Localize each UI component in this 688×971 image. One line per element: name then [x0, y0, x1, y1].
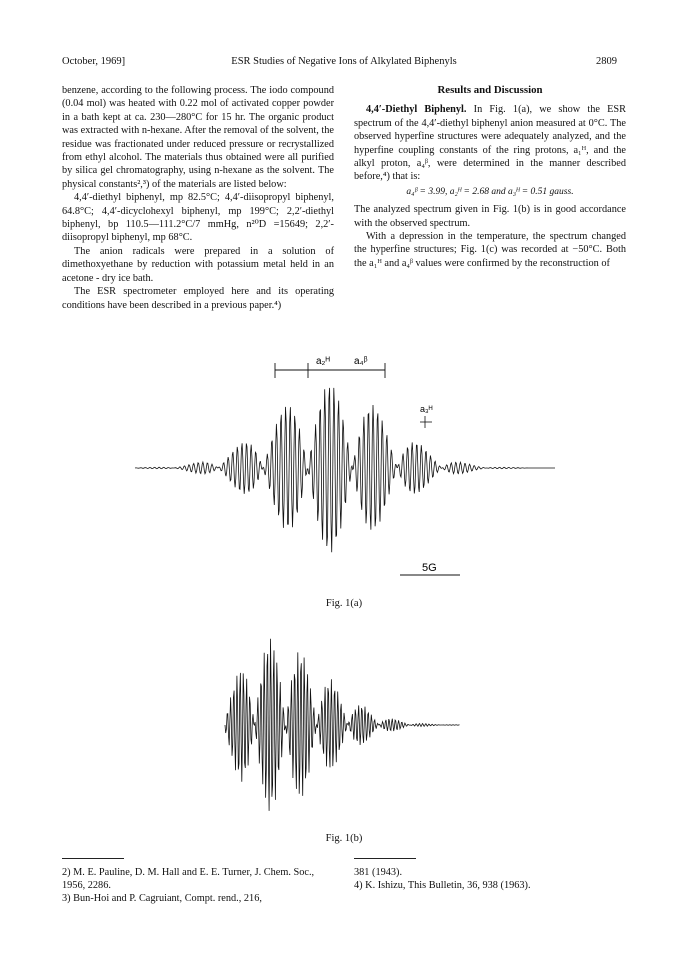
subsection-heading: 4,4′-Diethyl Biphenyl. — [366, 104, 467, 116]
page-header-left: October, 1969] — [62, 56, 126, 67]
esr-spectrum-figure-1a — [130, 350, 560, 590]
figure-caption-1a: Fig. 1(a) — [325, 598, 363, 609]
footnote-rule — [354, 858, 416, 859]
paragraph: benzene, according to the following process. The iodo compound (0.04 mol) was heated with 0.22 mol of activated copper powder in a bath kept at ca. 230—280°C for 15 hr. The organic product was extracted with n-hexane. After the removal of the solvent, the residue was fractionated under reduced pressure or recrystallized from ethyl alcohol. The materials thus obtained were all purified by silica gel chromatography, using n-hexane as the solvent. The physical constants²,³) of the materials are listed below: — [62, 85, 334, 190]
coupling-label-a3: a₃ᴴ — [420, 404, 433, 414]
footnotes-right — [354, 866, 626, 892]
scale-bar-label: 5G — [422, 562, 437, 574]
footnote: 3) Bun-Hoi and P. Cagruiant, Compt. rend., 216, — [62, 893, 262, 905]
footnote: 4) K. Ishizu, This Bulletin, 36, 938 (1963). — [354, 880, 531, 892]
paragraph: 4,4′-diethyl biphenyl, mp 82.5°C; 4,4′-diisopropyl biphenyl, 64.8°C; 4,4′-dicyclohexyl biphenyl, mp 199°C; 2,2′-diethyl biphenyl, bp 110.5—111.2°C/7 mmHg, n²⁰D =15649; 2,2′-diisopropyl biphenyl, mp 68°C. — [62, 192, 334, 244]
paragraph: The ESR spectrometer employed here and its operating conditions have been described in a previous paper.⁴) — [62, 286, 334, 311]
spectrum-trace — [135, 388, 555, 552]
esr-spectrum-figure-1b — [220, 630, 470, 830]
paragraph: The analyzed spectrum given in Fig. 1(b) is in good accordance with the observed spectrum. — [354, 204, 626, 229]
equation: a₄ᵝ = 3.99, a₂ᴴ = 2.68 and a₃ᴴ = 0.51 gauss. — [406, 186, 574, 197]
paragraph: With a depression in the temperature, the spectrum changed the hyperfine structures; Fig. 1(c) was recorded at −50°C. Both the a₁ᴴ and a₄ᵝ values were confirmed by the reconstruction of — [354, 231, 626, 269]
footnotes-left — [62, 866, 334, 906]
coupling-label-a4: a₄ᵝ — [354, 356, 368, 367]
simulated-spectrum-trace — [225, 639, 460, 811]
footnote: 2) M. E. Pauline, D. M. Hall and E. E. Turner, J. Chem. Soc., 1956, 2286. — [62, 867, 315, 892]
page-header-title: ESR Studies of Negative Ions of Alkylated Biphenyls — [231, 56, 457, 67]
left-text-column — [62, 84, 334, 312]
right-text-column — [354, 84, 626, 270]
paragraph: In Fig. 1(a), we show the ESR spectrum of the 4,4′-diethyl biphenyl anion measured at 0°C. The observed hyperfine structures were adequately analyzed, and the hyperfine coupling constants of the ring protons, a₁ᴴ, and the alkyl proton, a₄ᵝ, were determined in the manner described before,⁴) that is: — [354, 104, 626, 183]
coupling-label-a2: a₂ᴴ — [316, 356, 330, 367]
page-number: 2809 — [596, 56, 617, 67]
footnote: 381 (1943). — [354, 867, 403, 878]
paragraph: The anion radicals were prepared in a solution of dimethoxyethane by reduction with potassium metal held in an acetone - dry ice bath. — [62, 245, 334, 284]
footnote-rule — [62, 858, 124, 859]
section-title: Results and Discussion — [437, 84, 543, 96]
figure-caption-1b: Fig. 1(b) — [325, 833, 363, 844]
